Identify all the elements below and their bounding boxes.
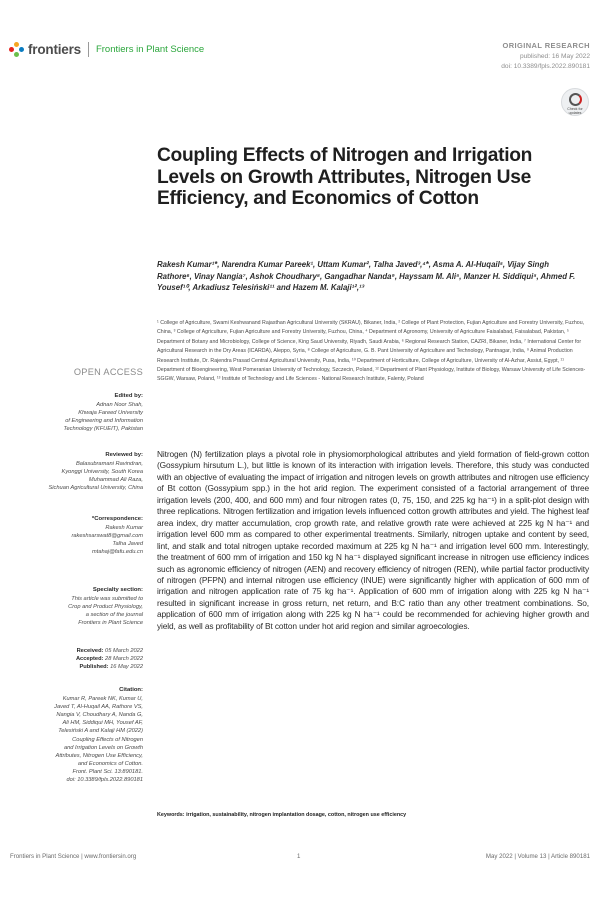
published-date: published: 16 May 2022 — [519, 52, 590, 60]
reviewer-line: Balasubramani Ravindran, — [75, 461, 143, 468]
reviewer-line: Kyonggi University, South Korea — [61, 469, 143, 476]
editor-line: Technology (KFUEIT), Pakistan — [63, 426, 143, 433]
keywords — [157, 812, 589, 818]
specialty-line: Frontiers in Plant Science — [78, 620, 143, 627]
logo-divider — [88, 42, 89, 57]
doi[interactable]: doi: 10.3389/fpls.2022.890181 — [501, 63, 590, 70]
accepted-date: 28 March 2022 — [105, 656, 143, 663]
correspondent-email[interactable]: mtahaj@fafu.edu.cn — [92, 549, 143, 556]
citation-line: and Irrigation Levels on Growth — [63, 744, 143, 751]
frontiers-logo-icon — [9, 42, 24, 57]
edited-by-label: Edited by: — [114, 393, 143, 399]
reviewed-by-block — [10, 451, 143, 492]
citation-doi[interactable]: doi: 10.3389/fpls.2022.890181 — [66, 777, 143, 784]
received-date: 05 March 2022 — [105, 648, 143, 654]
abstract: Nitrogen (N) fertilization plays a pivotal role in physiomorphological attributes and yield formation of field-grown cotton (Gossypium hirsutum L.), but little is known of its interaction with irrigation levels. Therefore, this study was conducted with an objective of evaluating the impact of irrigation and nitrogen levels on growth attributes and nitrogen use efficiency of Bt cotton (Gossypium spp.) in the hot arid region. The experiment consisted of a factorial arrangement of three irrigation levels (200, 400, and 600 mm) and four nitrogen rates (0, 75, 150, and 225 kg ha⁻¹) in a split-plot design with three replications. Nitrogen fertilization and irrigation levels influenced cotton growth attributes and yield. The highest leaf area index, dry matter accumulation, crop growth rate, and relative growth rate were achieved at 225 kg N ha⁻¹ and irrigation level 600 mm as compared to other experimental treatments. Similarly, nitrogen uptake and content by seed, lint, and stalk and total nitrogen uptake recorded maximum at 225 kg N ha⁻¹ and irrigation level 600 mm. Interestingly, the treatment of 600 mm of irrigation and 150 kg N ha⁻¹ displayed significant increase in nitrogen use efficiency indices such as agronomic efficiency of nitrogen (AEN) and recovery efficiency of nitrogen (REN), while partial factor productivity of nitrogen (PFPN) and internal nitrogen use efficiency (INUE) were significantly higher with application of 600 mm of irrigation and nitrogen application rate of 75 kg ha⁻¹. Application of 600 mm of irrigation along with 225 kg N ha⁻¹ resulted in significant increase in gross return, net return, and B:C ratio than any other treatment combinations. So, application of 600 mm of irrigation along with 225 kg N ha⁻¹ could be recommended for achieving higher growth and yield, as well as profitability of Bt cotton under hot arid region and similar agroecologies. — [157, 449, 589, 631]
published-row — [10, 663, 143, 671]
citation-line: Attributes, Nitrogen Use Efficiency, — [55, 752, 143, 759]
correspondence-block — [10, 515, 143, 556]
citation-line: and Economics of Cotton. — [77, 760, 143, 767]
citation-label: Citation: — [119, 687, 143, 693]
citation-line: Front. Plant Sci. 13:890181. — [72, 768, 143, 775]
correspondent-name: Talha Javed — [112, 541, 143, 548]
specialty-line: Crop and Product Physiology, — [68, 604, 143, 611]
editor-line: of Engineering and Information — [65, 418, 143, 425]
keywords-text: irrigation, sustainability, nitrogen implantation dosage, cotton, nitrogen use efficiency — [186, 812, 407, 818]
affiliations: ¹ College of Agriculture, Swami Keshwanand Rajasthan Agricultural University (SKRAU), Bikaner, India, ² College of Plant Protection, Fujian Agriculture and Forestry University, Fuzhou, China, ³ College of Agriculture, Fujian Agriculture and Forestry University, Fuzhou, China, ⁴ Department of Agronomy, University of Agriculture Faisalabad, Faisalabad, Pakistan, ⁵ Department of Botany and Microbiology, College of Science, King Saud University, Riyadh, Saudi Arabia, ⁶ Regional Research Station, CAZRI, Bikaner, India, ⁷ International Center for Agricultural Research in the Dry Areas (ICARDA), Aleppo, Syria, ⁸ College of Agriculture, G. B. Pant University of Agriculture and Technology, Pantnagar, India, ⁹ Animal Production Research Institute, Dr. Rajendra Prasad Central Agricultural University, Pusa, India, ¹⁰ Department of Horticulture, College of Agriculture, University of Al-Azhar, Assiut, Egypt, ¹¹ Department of Bioengineering, West Pomeranian University of Technology, Szczecin, Poland, ¹² Department of Plant Physiology, Institute of Biology, Warsaw University of Life Sciences-SGGW, Warsaw, Poland, ¹³ Institute of Technology and Life Sciences - National Research Institute, Falenty, Poland — [157, 320, 586, 383]
editor-line: Khwaja Fareed University — [78, 410, 143, 417]
editor-line: Adnan Noor Shah, — [96, 402, 143, 409]
published-label: Published: — [79, 664, 109, 671]
open-access-label: OPEN ACCESS — [73, 367, 143, 377]
author-list: Rakesh Kumar¹*, Narendra Kumar Pareek¹, Uttam Kumar², Talha Javed³,⁴*, Asma A. Al-Huqail⁵, Vijay Singh Rathore⁶, Vinay Nangia⁷, Ashok Choudhary⁸, Gangadhar Nanda⁹, Hayssam M. Ali⁵, Manzer H. Siddiqui⁵, Ahmed F. Yousef¹⁰, Arkadiusz Telesiński¹¹ and Hazem M. Kalaji¹²,¹³ — [157, 260, 576, 293]
check-for-updates-button[interactable] — [561, 88, 589, 116]
citation-line: Javed T, Al-Huqail AA, Rathore VS, — [54, 704, 143, 711]
correspondence-label: *Correspondence: — [91, 516, 143, 522]
page-number: 1 — [297, 853, 301, 860]
specialty-line: a section of the journal — [85, 612, 143, 619]
citation-line: Nangia V, Choudhary A, Nanda G, — [56, 712, 143, 719]
dates-block — [10, 647, 143, 671]
check-updates-label: Check for updates — [567, 107, 583, 115]
footer-volume-info: May 2022 | Volume 13 | Article 890181 — [485, 853, 590, 860]
keywords-label: Keywords: — [157, 812, 185, 818]
received-row — [10, 647, 143, 655]
footer-journal-link[interactable]: Frontiers in Plant Science | www.frontiersin.org — [10, 853, 137, 860]
logo-wordmark: frontiers — [28, 42, 81, 57]
article-info — [501, 41, 590, 73]
journal-name[interactable]: Frontiers in Plant Science — [95, 44, 205, 55]
reviewed-by-label: Reviewed by: — [105, 452, 143, 458]
specialty-line: This article was submitted to — [71, 596, 143, 603]
article-title: Coupling Effects of Nitrogen and Irrigation Levels on Growth Attributes, Nitrogen Use Efficiency, and Economics of Cotton — [157, 145, 533, 209]
correspondent-email[interactable]: rakeshsarswat8@gmail.com — [71, 533, 143, 540]
frontiers-logo[interactable] — [9, 42, 204, 57]
citation-line: Kumar R, Pareek NK, Kumar U, — [62, 696, 143, 703]
reviewer-line: Sichuan Agricultural University, China — [48, 485, 143, 492]
received-label: Received: — [76, 648, 104, 654]
reviewer-line: Muhammad Ali Raza, — [88, 477, 143, 484]
citation-line: Ali HM, Siddiqui MH, Yousef AF, — [62, 720, 143, 727]
refresh-icon — [569, 93, 582, 106]
edited-by-block — [10, 392, 143, 433]
correspondent-name: Rakesh Kumar — [105, 525, 143, 532]
citation-line: Telesiński A and Kalaji HM (2022) — [58, 728, 143, 735]
citation-line: Coupling Effects of Nitrogen — [72, 736, 143, 743]
article-type: ORIGINAL RESEARCH — [502, 41, 590, 50]
specialty-section-label: Specialty section: — [92, 587, 143, 593]
accepted-row — [10, 655, 143, 663]
citation-block — [10, 686, 143, 784]
specialty-section-block — [10, 586, 143, 627]
published-date-sidebar: 16 May 2022 — [110, 664, 143, 671]
accepted-label: Accepted: — [75, 656, 104, 663]
